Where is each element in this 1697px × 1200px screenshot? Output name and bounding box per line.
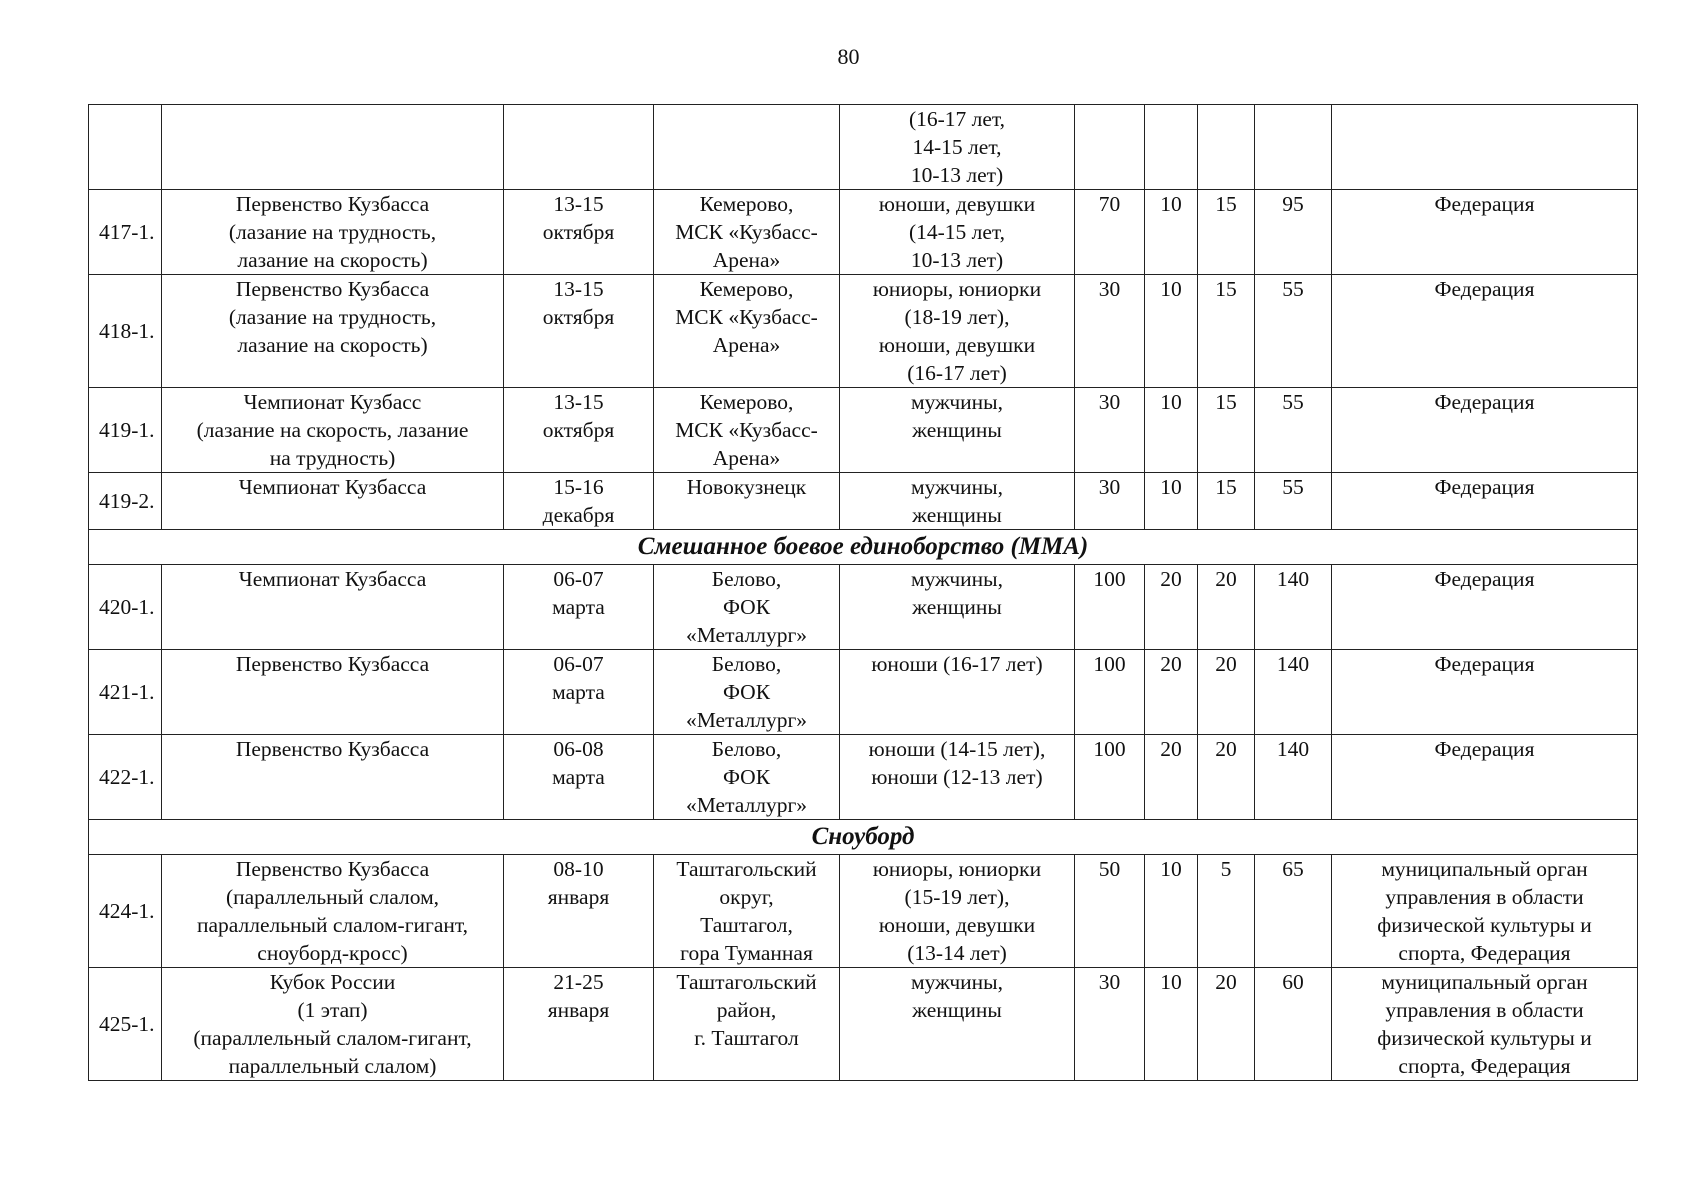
event-number-cell	[89, 473, 162, 530]
event-name-cell	[162, 565, 504, 650]
event-name-cell	[162, 735, 504, 820]
event-number-cell-text: 419-1.	[99, 418, 155, 442]
count-total-cell	[1255, 855, 1332, 968]
participants-line: женщины	[912, 503, 1002, 527]
organizer-cell	[1332, 855, 1638, 968]
organizer-cell	[1332, 190, 1638, 275]
participants-cell	[840, 388, 1075, 473]
participants-line: (16-17 лет,	[908, 107, 1006, 131]
organizer-cell	[1332, 735, 1638, 820]
count-c3-cell	[1198, 855, 1255, 968]
count-c2-cell	[1145, 105, 1198, 190]
count-c3-cell-text: 15	[1215, 390, 1237, 414]
table-row	[89, 968, 1638, 1081]
count-c3-cell-text: 5	[1220, 857, 1232, 881]
event-dates-cell	[504, 855, 654, 968]
count-c3-cell-text: 15	[1215, 475, 1237, 499]
event-name-line: параллельный слалом-гигант,	[196, 913, 469, 937]
count-c1-cell	[1075, 855, 1145, 968]
section-title-text: Сноуборд	[811, 823, 915, 850]
count-c1-cell-text: 100	[1093, 567, 1126, 591]
count-c3-cell	[1198, 473, 1255, 530]
count-c3-cell	[1198, 650, 1255, 735]
participants-line: (18-19 лет),	[904, 305, 1010, 329]
event-name-line: Кубок России	[269, 970, 396, 994]
event-place-line: ФОК	[722, 680, 771, 704]
event-name-line: (лазание на трудность,	[228, 305, 437, 329]
event-dates-line: марта	[552, 680, 605, 704]
count-c1-cell	[1075, 105, 1145, 190]
event-dates-cell	[504, 190, 654, 275]
event-place-line: МСК «Кузбасс-	[675, 305, 818, 329]
event-place-cell	[654, 735, 840, 820]
count-c3-cell	[1198, 968, 1255, 1081]
count-total-cell	[1255, 105, 1332, 190]
count-c1-cell	[1075, 388, 1145, 473]
count-c3-cell-text: 20	[1215, 567, 1237, 591]
event-dates-line: марта	[552, 765, 605, 789]
count-c3-cell-text: 20	[1215, 737, 1237, 761]
event-name-cell	[162, 388, 504, 473]
event-place-cell	[654, 388, 840, 473]
event-place-line: Белово,	[711, 652, 782, 676]
count-c1-cell-text: 30	[1098, 970, 1121, 994]
count-c1-cell-text: 100	[1093, 652, 1126, 676]
participants-cell	[840, 473, 1075, 530]
event-number-cell	[89, 275, 162, 388]
organizer-line: физической культуры и	[1377, 1026, 1592, 1050]
table-row	[89, 565, 1638, 650]
organizer-line: Федерация	[1434, 192, 1535, 216]
organizer-line: спорта, Федерация	[1398, 941, 1571, 965]
table-row	[89, 735, 1638, 820]
participants-line: юноши, девушки	[878, 913, 1036, 937]
event-dates-line: 15-16	[553, 475, 604, 499]
event-place-line: «Металлург»	[685, 708, 808, 732]
participants-cell	[840, 105, 1075, 190]
count-c2-cell-text: 10	[1160, 390, 1182, 414]
participants-line: мужчины,	[910, 390, 1004, 414]
event-name-cell	[162, 105, 504, 190]
event-name-line: Чемпионат Кузбасса	[238, 475, 427, 499]
event-dates-line: октября	[542, 305, 615, 329]
organizer-line: спорта, Федерация	[1398, 1054, 1571, 1078]
page-number: 80	[837, 44, 860, 69]
count-c3-cell	[1198, 275, 1255, 388]
participants-line: юноши (14-15 лет),	[868, 737, 1046, 761]
event-dates-cell	[504, 105, 654, 190]
event-dates-cell	[504, 275, 654, 388]
count-c3-cell-text: 15	[1215, 192, 1237, 216]
count-total-cell	[1255, 565, 1332, 650]
table-row	[89, 105, 1638, 190]
participants-line: 10-13 лет)	[910, 248, 1004, 272]
count-c1-cell-text: 50	[1098, 857, 1121, 881]
organizer-line: физической культуры и	[1377, 913, 1592, 937]
count-c2-cell	[1145, 275, 1198, 388]
event-name-cell	[162, 190, 504, 275]
event-name-line: сноуборд-кросс)	[257, 941, 408, 965]
organizer-line: муниципальный орган	[1381, 970, 1588, 994]
count-c1-cell	[1075, 735, 1145, 820]
event-name-cell	[162, 650, 504, 735]
participants-line: юноши, девушки	[878, 192, 1036, 216]
event-name-line: Первенство Кузбасса	[235, 857, 430, 881]
event-place-line: Арена»	[712, 333, 781, 357]
count-c3-cell-text: 20	[1215, 652, 1237, 676]
event-place-line: Арена»	[712, 446, 781, 470]
event-place-line: Таштагол,	[700, 913, 793, 937]
count-c2-cell	[1145, 190, 1198, 275]
count-c1-cell-text: 100	[1093, 737, 1126, 761]
event-place-line: Белово,	[711, 737, 782, 761]
event-number-cell-text: 417-1.	[99, 220, 155, 244]
count-c3-cell-text: 15	[1215, 277, 1237, 301]
event-dates-line: 21-25	[553, 970, 604, 994]
organizer-line: управления в области	[1385, 885, 1584, 909]
participants-line: юниоры, юниорки	[872, 857, 1042, 881]
participants-line: (14-15 лет,	[908, 220, 1006, 244]
event-dates-line: октября	[542, 418, 615, 442]
event-number-cell	[89, 855, 162, 968]
event-dates-line: 13-15	[553, 192, 604, 216]
count-c2-cell-text: 10	[1160, 192, 1182, 216]
count-total-cell-text: 140	[1276, 652, 1310, 676]
organizer-cell	[1332, 473, 1638, 530]
event-number-cell	[89, 105, 162, 190]
event-dates-cell	[504, 388, 654, 473]
count-c2-cell-text: 10	[1160, 857, 1182, 881]
event-dates-line: 06-07	[553, 652, 604, 676]
event-name-line: (лазание на трудность,	[228, 220, 437, 244]
participants-cell	[840, 735, 1075, 820]
event-dates-line: 13-15	[553, 277, 604, 301]
event-place-cell	[654, 968, 840, 1081]
event-place-line: МСК «Кузбасс-	[675, 220, 818, 244]
participants-line: (16-17 лет)	[907, 361, 1007, 385]
section-title	[89, 530, 1638, 565]
participants-line: юноши, девушки	[878, 333, 1036, 357]
event-place-cell	[654, 473, 840, 530]
count-c1-cell	[1075, 650, 1145, 735]
event-dates-line: 08-10	[553, 857, 604, 881]
count-c1-cell-text: 30	[1098, 475, 1121, 499]
organizer-cell	[1332, 105, 1638, 190]
count-total-cell	[1255, 735, 1332, 820]
count-c1-cell	[1075, 473, 1145, 530]
event-place-line: г. Таштагол	[694, 1026, 799, 1050]
count-total-cell-text: 55	[1282, 390, 1304, 414]
event-name-line: (1 этап)	[297, 998, 368, 1022]
section-header-row	[89, 530, 1638, 565]
event-name-line: Первенство Кузбасса	[235, 652, 430, 676]
event-name-line: на трудность)	[269, 446, 396, 470]
count-c1-cell	[1075, 275, 1145, 388]
organizer-line: Федерация	[1434, 390, 1535, 414]
participants-cell	[840, 275, 1075, 388]
event-place-cell	[654, 650, 840, 735]
count-total-cell	[1255, 190, 1332, 275]
event-place-cell	[654, 105, 840, 190]
event-name-line: лазание на скорость)	[237, 248, 428, 272]
count-c2-cell-text: 20	[1160, 567, 1182, 591]
participants-cell	[840, 565, 1075, 650]
event-dates-line: января	[547, 998, 610, 1022]
event-place-line: Кемерово,	[699, 277, 794, 301]
event-number-cell-text: 424-1.	[99, 899, 155, 923]
count-total-cell-text: 140	[1276, 567, 1310, 591]
event-number-cell-text: 422-1.	[99, 765, 155, 789]
event-dates-line: 13-15	[553, 390, 604, 414]
event-place-line: район,	[716, 998, 777, 1022]
section-title-text: Смешанное боевое единоборство (ММА)	[637, 533, 1089, 560]
event-name-line: параллельный слалом)	[228, 1054, 437, 1078]
event-place-cell	[654, 855, 840, 968]
participants-line: юноши (12-13 лет)	[871, 765, 1043, 789]
count-c2-cell-text: 20	[1160, 737, 1182, 761]
organizer-line: Федерация	[1434, 737, 1535, 761]
count-c1-cell-text: 30	[1098, 390, 1121, 414]
event-number-cell-text: 425-1.	[99, 1012, 155, 1036]
organizer-line: Федерация	[1434, 475, 1535, 499]
event-dates-line: 06-08	[553, 737, 604, 761]
participants-line: юноши (16-17 лет)	[871, 652, 1043, 676]
event-dates-line: 06-07	[553, 567, 604, 591]
event-name-line: Чемпионат Кузбасс	[243, 390, 422, 414]
organizer-cell	[1332, 968, 1638, 1081]
organizer-cell	[1332, 275, 1638, 388]
section-header-row	[89, 820, 1638, 855]
table-row	[89, 388, 1638, 473]
event-place-line: Кемерово,	[699, 192, 794, 216]
organizer-cell	[1332, 388, 1638, 473]
event-number-cell-text: 418-1.	[99, 319, 155, 343]
event-place-line: «Металлург»	[685, 793, 808, 817]
event-place-line: Таштагольский	[676, 970, 817, 994]
participants-line: (13-14 лет)	[907, 941, 1007, 965]
count-c2-cell	[1145, 650, 1198, 735]
event-place-line: «Металлург»	[685, 623, 808, 647]
count-c3-cell	[1198, 190, 1255, 275]
participants-line: (15-19 лет),	[904, 885, 1010, 909]
event-place-line: ФОК	[722, 595, 771, 619]
count-total-cell	[1255, 968, 1332, 1081]
count-total-cell	[1255, 473, 1332, 530]
table-row	[89, 650, 1638, 735]
event-number-cell	[89, 565, 162, 650]
count-c1-cell	[1075, 190, 1145, 275]
table-row	[89, 190, 1638, 275]
organizer-cell	[1332, 650, 1638, 735]
count-total-cell-text: 140	[1276, 737, 1310, 761]
organizer-line: Федерация	[1434, 567, 1535, 591]
event-name-line: (лазание на скорость, лазание	[196, 418, 469, 442]
table-row	[89, 473, 1638, 530]
event-place-line: ФОК	[722, 765, 771, 789]
event-dates-line: января	[547, 885, 610, 909]
event-dates-line: октября	[542, 220, 615, 244]
participants-line: мужчины,	[910, 970, 1004, 994]
event-place-line: округ,	[719, 885, 774, 909]
count-c2-cell-text: 10	[1160, 970, 1182, 994]
participants-line: юниоры, юниорки	[872, 277, 1042, 301]
event-place-cell	[654, 275, 840, 388]
count-c3-cell-text: 20	[1215, 970, 1237, 994]
organizer-line: управления в области	[1385, 998, 1584, 1022]
participants-line: женщины	[912, 998, 1002, 1022]
count-c3-cell	[1198, 388, 1255, 473]
count-c1-cell-text: 70	[1098, 192, 1121, 216]
event-name-line: Первенство Кузбасса	[235, 277, 430, 301]
organizer-line: муниципальный орган	[1381, 857, 1588, 881]
participants-line: мужчины,	[910, 475, 1004, 499]
count-total-cell-text: 55	[1282, 277, 1304, 301]
event-dates-cell	[504, 735, 654, 820]
count-total-cell-text: 95	[1282, 192, 1304, 216]
participants-line: женщины	[912, 418, 1002, 442]
event-number-cell	[89, 388, 162, 473]
event-number-cell	[89, 190, 162, 275]
count-total-cell	[1255, 388, 1332, 473]
organizer-cell	[1332, 565, 1638, 650]
count-c2-cell-text: 10	[1160, 277, 1182, 301]
count-c3-cell	[1198, 735, 1255, 820]
event-number-cell	[89, 650, 162, 735]
count-c2-cell	[1145, 388, 1198, 473]
count-c2-cell	[1145, 565, 1198, 650]
count-c2-cell	[1145, 473, 1198, 530]
count-total-cell-text: 55	[1282, 475, 1304, 499]
event-place-line: МСК «Кузбасс-	[675, 418, 818, 442]
count-c2-cell	[1145, 968, 1198, 1081]
count-total-cell-text: 65	[1282, 857, 1304, 881]
count-c2-cell	[1145, 855, 1198, 968]
event-name-cell	[162, 968, 504, 1081]
organizer-line: Федерация	[1434, 277, 1535, 301]
event-name-line: Чемпионат Кузбасса	[238, 567, 427, 591]
event-number-cell-text: 419-2.	[99, 489, 155, 513]
participants-cell	[840, 190, 1075, 275]
event-dates-line: марта	[552, 595, 605, 619]
event-dates-cell	[504, 650, 654, 735]
event-place-line: Новокузнецк	[686, 475, 807, 499]
participants-line: 14-15 лет,	[912, 135, 1002, 159]
event-place-line: Кемерово,	[699, 390, 794, 414]
section-title	[89, 820, 1638, 855]
count-c1-cell-text: 30	[1098, 277, 1121, 301]
count-total-cell-text: 60	[1282, 970, 1304, 994]
count-c1-cell	[1075, 565, 1145, 650]
event-name-cell	[162, 275, 504, 388]
event-name-cell	[162, 855, 504, 968]
count-c2-cell-text: 10	[1160, 475, 1182, 499]
event-name-line: Первенство Кузбасса	[235, 737, 430, 761]
event-dates-cell	[504, 968, 654, 1081]
participants-line: мужчины,	[910, 567, 1004, 591]
participants-cell	[840, 968, 1075, 1081]
event-place-line: Таштагольский	[676, 857, 817, 881]
count-c1-cell	[1075, 968, 1145, 1081]
event-place-line: Белово,	[711, 567, 782, 591]
event-dates-line: декабря	[542, 503, 615, 527]
organizer-line: Федерация	[1434, 652, 1535, 676]
events-table	[88, 104, 1638, 1081]
participants-line: 10-13 лет)	[910, 163, 1004, 187]
event-place-line: Арена»	[712, 248, 781, 272]
event-place-cell	[654, 565, 840, 650]
event-dates-cell	[504, 565, 654, 650]
event-number-cell-text: 420-1.	[99, 595, 155, 619]
event-number-cell	[89, 735, 162, 820]
count-c2-cell	[1145, 735, 1198, 820]
event-name-line: лазание на скорость)	[237, 333, 428, 357]
event-number-cell	[89, 968, 162, 1081]
event-number-cell-text: 421-1.	[99, 680, 155, 704]
table-row	[89, 275, 1638, 388]
event-name-line: (параллельный слалом-гигант,	[193, 1026, 472, 1050]
count-c3-cell	[1198, 565, 1255, 650]
event-place-cell	[654, 190, 840, 275]
event-name-line: Первенство Кузбасса	[235, 192, 430, 216]
event-place-line: гора Туманная	[680, 941, 813, 965]
count-c3-cell	[1198, 105, 1255, 190]
table-row	[89, 855, 1638, 968]
event-name-cell	[162, 473, 504, 530]
event-name-line: (параллельный слалом,	[225, 885, 440, 909]
participants-line: женщины	[912, 595, 1002, 619]
count-c2-cell-text: 20	[1160, 652, 1182, 676]
count-total-cell	[1255, 275, 1332, 388]
participants-cell	[840, 855, 1075, 968]
participants-cell	[840, 650, 1075, 735]
count-total-cell	[1255, 650, 1332, 735]
event-dates-cell	[504, 473, 654, 530]
